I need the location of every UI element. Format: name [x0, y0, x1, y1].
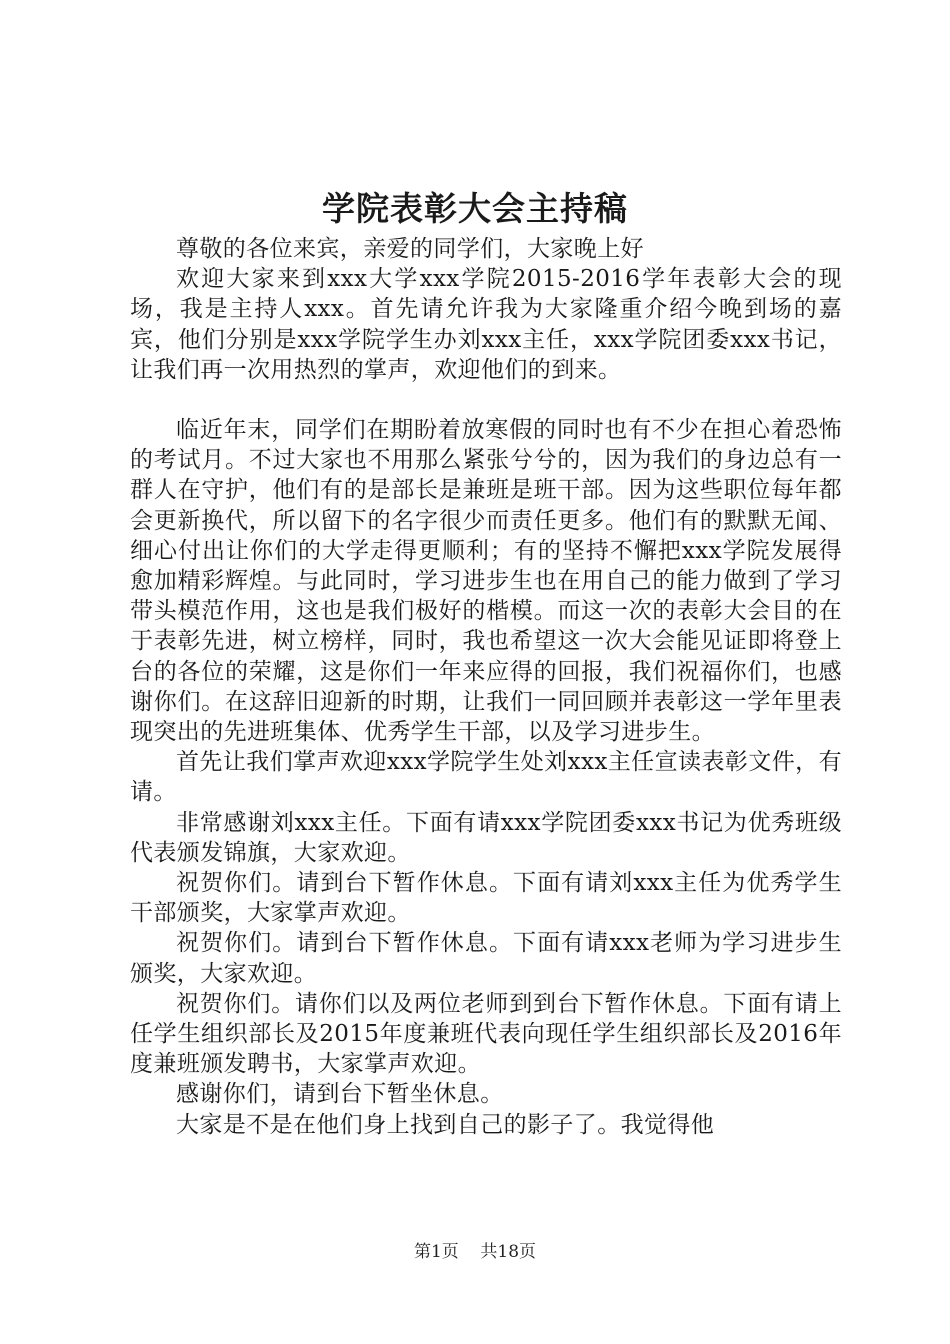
- paragraph-progress-award: 祝贺你们。请到台下暂作休息。下面有请xxx老师为学习进步生颁奖，大家欢迎。: [130, 930, 842, 987]
- paragraph-closing: 大家是不是在他们身上找到自己的影子了。我觉得他: [176, 1111, 715, 1138]
- page-number: 第1页: [413, 1242, 459, 1262]
- paragraph-greeting: 尊敬的各位来宾，亲爱的同学们，大家晚上好: [176, 236, 644, 262]
- paragraph-cadre-award: 祝贺你们。请到台下暂作休息。下面有请刘xxx主任为优秀学生干部颁奖，大家掌声欢迎。: [130, 870, 842, 927]
- page-total: 共18页: [480, 1242, 537, 1262]
- paragraph-appointment: 祝贺你们。请你们以及两位老师到到台下暂作休息。下面有请上任学生组织部长及2015年度兼班代表向现任学生组织部长及2016年度兼班颁发聘书，大家掌声欢迎。: [130, 990, 842, 1078]
- paragraph-intro: 临近年末，同学们在期盼着放寒假的同时也有不少在担心着恐怖的考试月。不过大家也不用那么紧张兮兮的，因为我们的身边总有一群人在守护，他们有的是部长是兼班是班干部。因为这些职位每年都会更新换代，所以留下的名字很少而责任更多。他们有的默默无闻、细心付出让你们的大学走得更顺利；有的坚持不懈把xxx学院发展得愈加精彩辉煌。与此同时，学习进步生也在用自己的能力做到了学习带头模范作用，这也是我们极好的楷模。而这一次的表彰大会目的在于表彰先进，树立榜样，同时，我也希望这一次大会能见证即将登上台的各位的荣耀，这是你们一年来应得的回报，我们祝福你们，也感谢你们。在这辞旧迎新的时期，让我们一同回顾并表彰这一学年里表现突出的先进班集体、优秀学生干部，以及学习进步生。: [130, 417, 842, 746]
- paragraph-thanks: 感谢你们，请到台下暂坐休息。: [176, 1081, 504, 1108]
- paragraph-welcome: 欢迎大家来到xxx大学xxx学院2015-2016学年表彰大会的现场，我是主持人xxx。首先请允许我为大家隆重介绍今晚到场的嘉宾，他们分别是xxx学院学生办刘xxx主任，xxx学院团委xxx书记，让我们再一次用热烈的掌声，欢迎他们的到来。: [130, 266, 842, 383]
- page-footer: [0, 1240, 950, 1264]
- paragraph-class-award: 非常感谢刘xxx主任。下面有请xxx学院团委xxx书记为优秀班级代表颁发锦旗，大家欢迎。: [130, 809, 842, 866]
- document-body: [130, 234, 842, 1140]
- paragraph-document-reading: 首先让我们掌声欢迎xxx学院学生处刘xxx主任宣读表彰文件，有请。: [130, 749, 842, 806]
- document-title: 学院表彰大会主持稿: [322, 189, 628, 228]
